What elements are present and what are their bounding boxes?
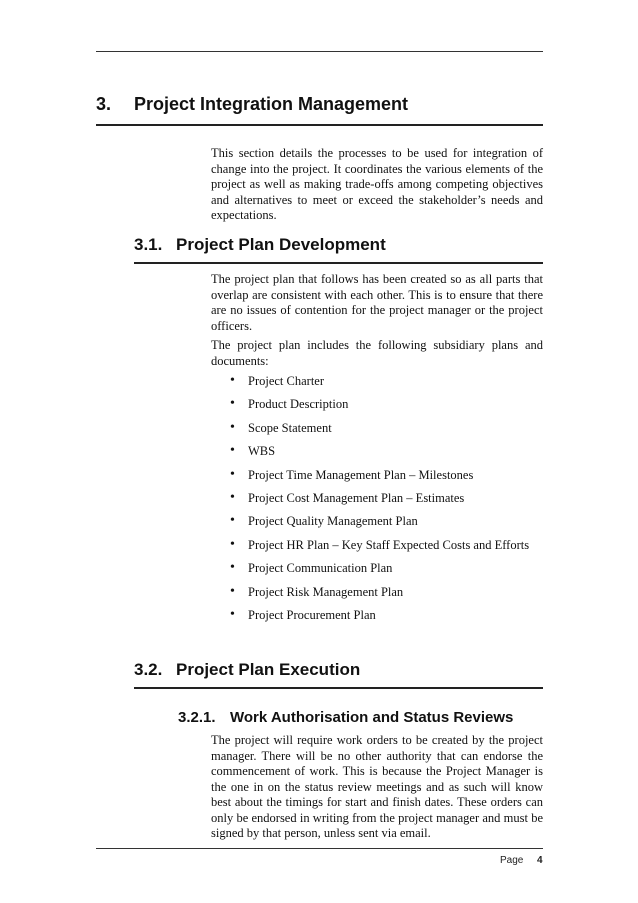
section-number: 3.1. [134, 235, 163, 254]
section-3-2-1-paragraph: The project will require work orders to be created by the project manager. There will be no other authority that can endorse the commencement of work. This is because the Project Manager is the one in on the status review meetings and as such will know best about the timings for start and finish dates. These orders can only be endorsed in writing from the project manager and must be signed by that person, unless sent via email. [211, 733, 543, 840]
section-title: Project Plan Development [176, 235, 386, 254]
section-title: Work Authorisation and Status Reviews [230, 709, 514, 726]
list-item: • Project HR Plan – Key Staff Expected Costs and Efforts [230, 537, 529, 560]
list-item: • Project Communication Plan [230, 560, 529, 583]
section-number: 3.2. [134, 660, 163, 679]
subsidiary-plans-list [230, 373, 529, 630]
section-3-1-paragraph-2: The project plan includes the following subsidiary plans and documents: [211, 338, 543, 368]
footer-page-label: Page [500, 855, 524, 866]
section-heading-3-2 [134, 660, 543, 689]
list-item: • Project Procurement Plan [230, 607, 529, 630]
footer-rule [96, 848, 543, 849]
section-3-intro: This section details the processes to be used for integration of change into the project. It coordinates the various elements of the project as well as making trade-offs among competing objectives and alternatives to meet or exceed the stakeholder’s needs and expectations. [211, 146, 543, 222]
section-heading-3-1 [134, 235, 543, 264]
section-number: 3. [96, 94, 112, 114]
list-item: • Project Charter [230, 373, 529, 396]
page-number: 4 [537, 855, 543, 866]
section-title: Project Integration Management [134, 94, 409, 114]
section-title: Project Plan Execution [176, 660, 361, 679]
section-3-1-paragraph-1: The project plan that follows has been created so as all parts that overlap are consistent with each other. This is to ensure that there are no issues of contention for the project manager or the project officers. [211, 272, 543, 333]
section-heading-3 [96, 94, 543, 126]
section-number: 3.2.1. [178, 709, 216, 726]
list-item: • Project Quality Management Plan [230, 513, 529, 536]
list-item: • Project Time Management Plan – Milestones [230, 467, 529, 490]
list-item: • Scope Statement [230, 420, 529, 443]
list-item: • Project Risk Management Plan [230, 584, 529, 607]
header-rule [96, 51, 543, 52]
list-item: • Project Cost Management Plan – Estimates [230, 490, 529, 513]
list-item: • Product Description [230, 396, 529, 419]
list-item: • WBS [230, 443, 529, 466]
